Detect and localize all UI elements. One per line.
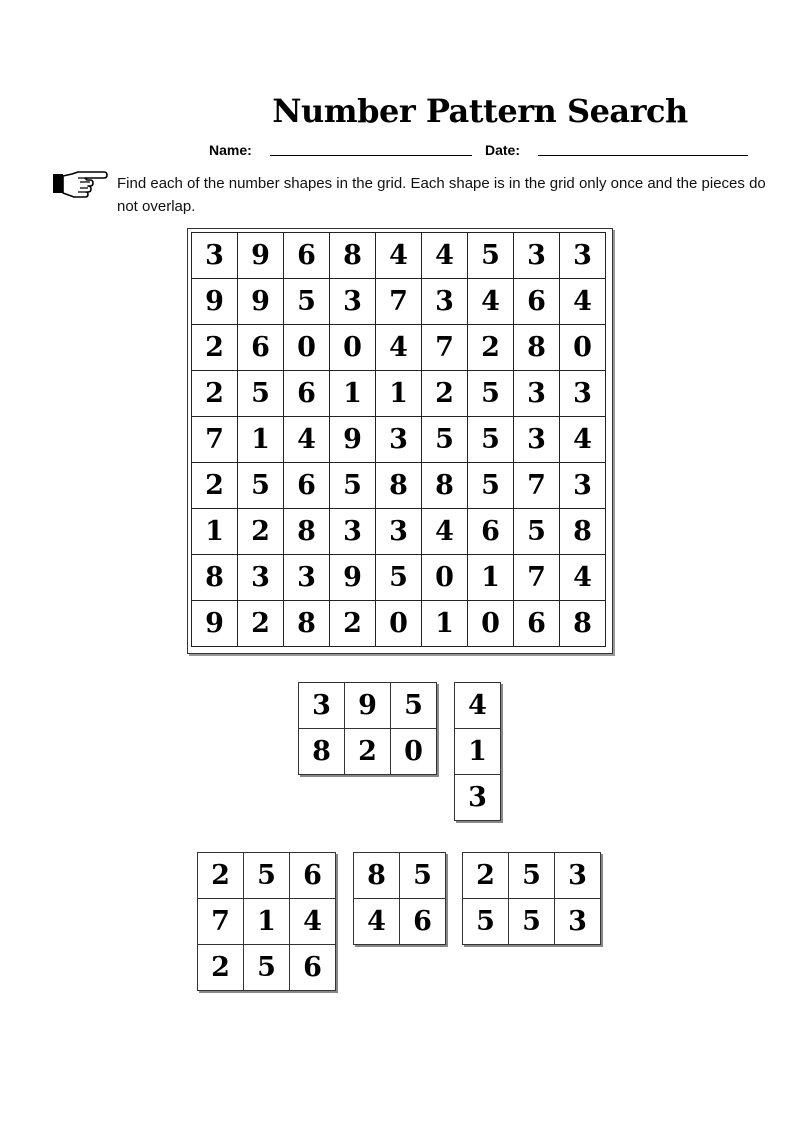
grid-cell: 4 [560, 555, 606, 601]
shape-cell: 6 [400, 899, 446, 945]
shape-cell: 4 [455, 683, 501, 729]
shape-cell: 1 [455, 729, 501, 775]
grid-cell: 1 [422, 601, 468, 647]
grid-cell: 5 [514, 509, 560, 555]
shape-cell: 5 [509, 899, 555, 945]
grid-cell: 5 [238, 463, 284, 509]
grid-cell: 9 [238, 233, 284, 279]
grid-cell: 8 [376, 463, 422, 509]
grid-cell: 8 [192, 555, 238, 601]
date-field-line[interactable] [538, 155, 748, 156]
shape-cell: 2 [198, 853, 244, 899]
shape-row [299, 729, 437, 775]
grid-cell: 3 [514, 233, 560, 279]
grid-cell: 3 [514, 417, 560, 463]
grid-cell: 7 [376, 279, 422, 325]
shape-cell: 5 [400, 853, 446, 899]
grid-cell: 3 [284, 555, 330, 601]
grid-cell: 6 [238, 325, 284, 371]
grid-cell: 7 [192, 417, 238, 463]
shape-cell: 5 [244, 945, 290, 991]
grid-cell: 3 [238, 555, 284, 601]
shape-row [354, 853, 446, 899]
grid-cell: 3 [192, 233, 238, 279]
grid-cell: 3 [560, 463, 606, 509]
grid-cell: 0 [468, 601, 514, 647]
grid-cell: 2 [238, 601, 284, 647]
grid-cell: 1 [468, 555, 514, 601]
grid-cell: 9 [330, 417, 376, 463]
number-grid [191, 232, 606, 647]
shape-cell: 3 [455, 775, 501, 821]
grid-row [192, 601, 606, 647]
grid-cell: 4 [560, 279, 606, 325]
grid-row [192, 371, 606, 417]
shape-cell: 4 [354, 899, 400, 945]
grid-cell: 7 [514, 463, 560, 509]
shape-cell: 6 [290, 945, 336, 991]
grid-cell: 0 [422, 555, 468, 601]
grid-cell: 7 [514, 555, 560, 601]
grid-cell: 5 [468, 463, 514, 509]
grid-cell: 6 [284, 463, 330, 509]
shape-row [299, 683, 437, 729]
shape-row [198, 853, 336, 899]
grid-cell: 9 [238, 279, 284, 325]
grid-cell: 6 [284, 371, 330, 417]
shape-cell: 5 [463, 899, 509, 945]
grid-row [192, 463, 606, 509]
shape-row [463, 899, 601, 945]
shape-cell: 4 [290, 899, 336, 945]
grid-cell: 5 [468, 233, 514, 279]
grid-cell: 9 [192, 601, 238, 647]
shape-cell: 5 [391, 683, 437, 729]
grid-cell: 5 [238, 371, 284, 417]
grid-cell: 2 [468, 325, 514, 371]
grid-cell: 4 [560, 417, 606, 463]
date-label: Date: [485, 142, 521, 158]
grid-cell: 3 [514, 371, 560, 417]
shape-cell: 5 [509, 853, 555, 899]
shape-cell: 3 [555, 853, 601, 899]
grid-cell: 0 [330, 325, 376, 371]
shape-cell: 8 [354, 853, 400, 899]
shape-cell: 0 [391, 729, 437, 775]
name-field-line[interactable] [270, 155, 472, 156]
shape-cell: 2 [345, 729, 391, 775]
grid-cell: 1 [192, 509, 238, 555]
grid-row [192, 233, 606, 279]
shape-row [455, 729, 501, 775]
grid-cell: 8 [560, 601, 606, 647]
shape-cell: 5 [244, 853, 290, 899]
grid-cell: 4 [284, 417, 330, 463]
shape-row [198, 899, 336, 945]
instructions-text: Find each of the number shapes in the grid. Each shape is in the grid only once and the pieces do not overlap. [117, 175, 766, 215]
grid-cell: 3 [330, 509, 376, 555]
grid-cell: 5 [284, 279, 330, 325]
grid-cell: 5 [468, 371, 514, 417]
shape-row [354, 899, 446, 945]
grid-cell: 2 [330, 601, 376, 647]
shape-row [455, 683, 501, 729]
shape-cell: 1 [244, 899, 290, 945]
grid-cell: 6 [468, 509, 514, 555]
shape-cell: 2 [198, 945, 244, 991]
grid-cell: 5 [330, 463, 376, 509]
grid-row [192, 325, 606, 371]
grid-cell: 4 [422, 509, 468, 555]
grid-cell: 2 [422, 371, 468, 417]
grid-cell: 5 [422, 417, 468, 463]
grid-cell: 6 [514, 601, 560, 647]
number-shape-4 [353, 852, 446, 945]
grid-cell: 8 [284, 601, 330, 647]
shape-cell: 3 [555, 899, 601, 945]
shape-cell: 8 [299, 729, 345, 775]
grid-row [192, 555, 606, 601]
grid-row [192, 509, 606, 555]
grid-cell: 7 [422, 325, 468, 371]
shape-cell: 6 [290, 853, 336, 899]
grid-cell: 5 [468, 417, 514, 463]
grid-cell: 4 [468, 279, 514, 325]
grid-cell: 6 [284, 233, 330, 279]
shape-cell: 3 [299, 683, 345, 729]
grid-cell: 3 [560, 371, 606, 417]
grid-cell: 2 [192, 463, 238, 509]
grid-row [192, 417, 606, 463]
grid-cell: 5 [376, 555, 422, 601]
grid-cell: 8 [330, 233, 376, 279]
shape-cell: 2 [463, 853, 509, 899]
grid-cell: 4 [376, 325, 422, 371]
grid-cell: 2 [238, 509, 284, 555]
grid-cell: 8 [422, 463, 468, 509]
number-shape-2 [454, 682, 501, 821]
grid-cell: 1 [238, 417, 284, 463]
grid-cell: 1 [376, 371, 422, 417]
grid-row [192, 279, 606, 325]
shape-row [198, 945, 336, 991]
number-shape-3 [197, 852, 336, 991]
worksheet-title: Number Pattern Search [272, 92, 688, 130]
grid-cell: 9 [330, 555, 376, 601]
grid-cell: 6 [514, 279, 560, 325]
grid-cell: 8 [514, 325, 560, 371]
number-grid-frame [187, 228, 613, 654]
grid-cell: 3 [376, 509, 422, 555]
grid-cell: 8 [560, 509, 606, 555]
shape-row [463, 853, 601, 899]
grid-cell: 3 [376, 417, 422, 463]
number-shape-1 [298, 682, 437, 775]
shape-cell: 7 [198, 899, 244, 945]
grid-cell: 0 [376, 601, 422, 647]
grid-cell: 4 [376, 233, 422, 279]
name-label: Name: [209, 142, 252, 158]
grid-cell: 2 [192, 371, 238, 417]
grid-cell: 0 [560, 325, 606, 371]
grid-cell: 9 [192, 279, 238, 325]
grid-cell: 1 [330, 371, 376, 417]
grid-cell: 3 [560, 233, 606, 279]
grid-cell: 2 [192, 325, 238, 371]
grid-cell: 8 [284, 509, 330, 555]
shape-row [455, 775, 501, 821]
grid-cell: 0 [284, 325, 330, 371]
shape-cell: 9 [345, 683, 391, 729]
grid-cell: 3 [422, 279, 468, 325]
pointing-hand-icon [52, 168, 108, 198]
number-shape-5 [462, 852, 601, 945]
grid-cell: 3 [330, 279, 376, 325]
grid-cell: 4 [422, 233, 468, 279]
